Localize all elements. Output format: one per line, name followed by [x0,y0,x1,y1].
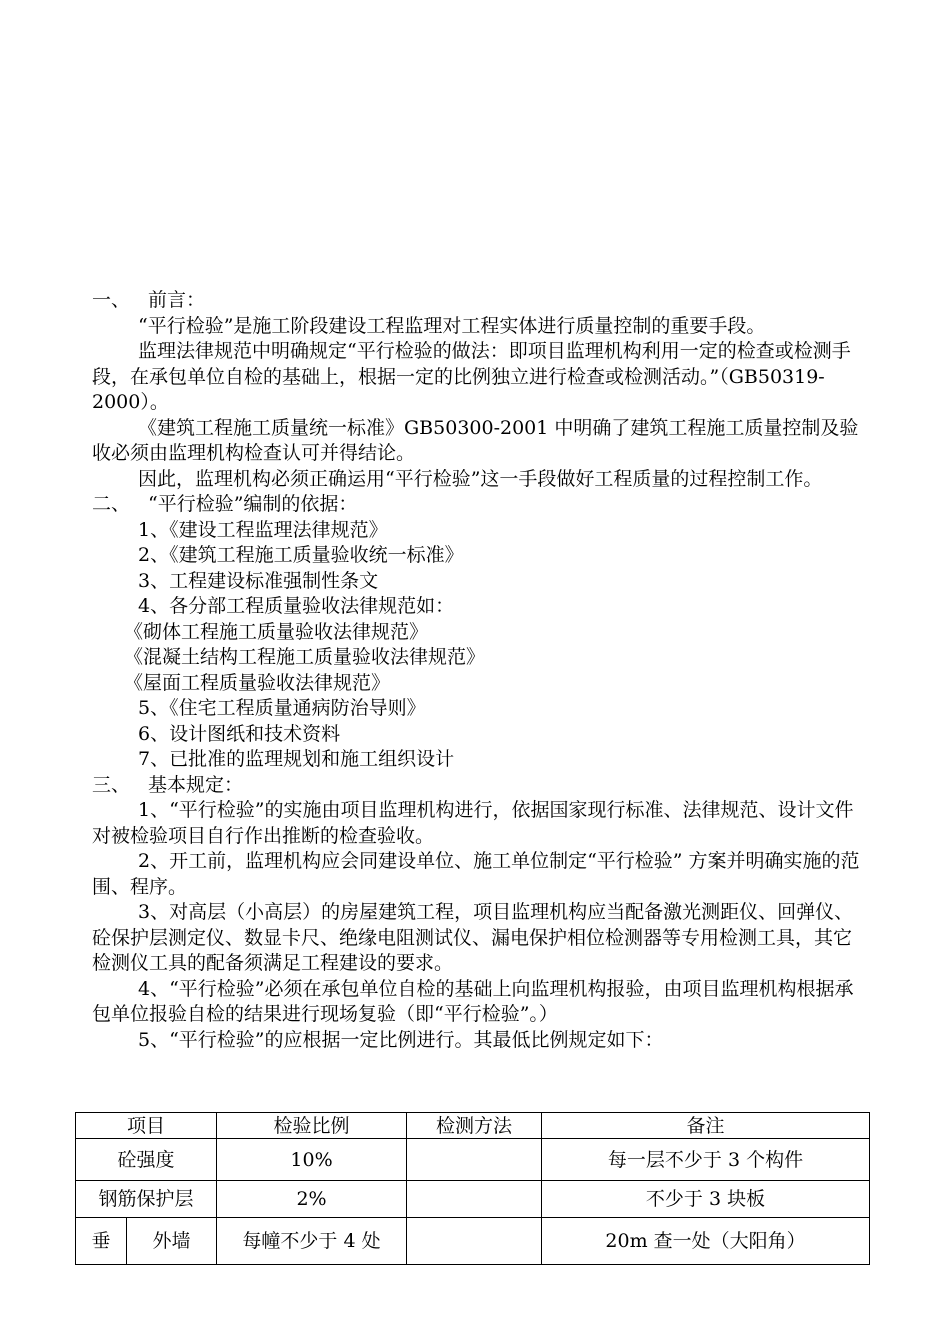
list-item: 5、《住宅工程质量通病防治导则》 [138,697,426,719]
rule-paragraph: 5、“平行检验”的应根据一定比例进行。其最低比例规定如下： [138,1028,664,1051]
table-cell: 2% [217,1181,407,1218]
table-cell: 10% [217,1139,407,1181]
section-heading-1 [92,288,862,314]
header-cell: 备注 [542,1113,870,1139]
section-number: 一、 [92,289,131,311]
section-title: 前言： [148,289,206,311]
paragraph: 《建筑工程施工质量统一标准》GB50300-2001 中明确了建筑工程施工质量控制及验收必须由监理机构检查认可并得结论。 [92,416,859,464]
section-title: 基本规定： [148,773,244,796]
table-cell: 20m 查一处（大阳角） [542,1218,870,1265]
table-row [76,1218,870,1265]
section-number: 二、 [92,493,131,515]
table-header-row [76,1113,870,1139]
list-item: 6、设计图纸和技术资料 [138,722,341,745]
section-heading-3 [92,773,862,799]
table-cell [407,1181,542,1218]
list-subitem: 《混凝土结构工程施工质量验收法律规范》 [124,646,486,668]
table-row [76,1181,870,1218]
table-cell [407,1218,542,1265]
table-cell: 钢筋保护层 [76,1181,217,1218]
list-item: 2、《建筑工程施工质量验收统一标准》 [138,544,464,566]
table-cell: 每一层不少于 3 个构件 [542,1139,870,1181]
rule-paragraph: 3、对高层（小高层）的房屋建筑工程，项目监理机构应当配备激光测距仪、回弹仪、砼保护层测定仪、数显卡尺、绝缘电阻测试仪、漏电保护相位检测器等专用检测工具，其它检测仪工具的配备须满足工程建设的要求。 [92,901,854,974]
table-cell: 每幢不少于 4 处 [217,1218,407,1265]
table-row [76,1139,870,1181]
paragraph: 监理法律规范中明确规定“平行检验的做法：即项目监理机构利用一定的检查或检测手段，在承包单位自检的基础上，根据一定的比例独立进行检查或检测活动。”（GB50319-2000）。 [92,340,851,413]
section-number: 三、 [92,773,131,796]
header-cell: 项目 [76,1113,217,1139]
inspection-ratio-table [75,1112,870,1265]
table-cell: 垂 [76,1218,127,1265]
rule-paragraph: 2、开工前，监理机构应会同建设单位、施工单位制定“平行检验” 方案并明确实施的范围、程序。 [92,850,860,898]
paragraph: 因此，监理机构必须正确运用“平行检验”这一手段做好工程质量的过程控制工作。 [138,467,823,490]
header-cell: 检验比例 [217,1113,407,1139]
table-cell: 砼强度 [76,1139,217,1181]
table-cell [407,1139,542,1181]
table-cell: 不少于 3 块板 [542,1181,870,1218]
list-subitem: 《砌体工程施工质量验收法律规范》 [124,620,429,643]
rule-paragraph: 4、“平行检验”必须在承包单位自检的基础上向监理机构报验，由项目监理机构根据承包单位报验自检的结果进行现场复验（即“平行检验”。） [92,977,854,1025]
section-title: “平行检验”编制的依据： [148,493,358,515]
table-cell: 外墙 [127,1218,217,1265]
paragraph: “平行检验”是施工阶段建设工程监理对工程实体进行质量控制的重要手段。 [138,314,766,337]
section-heading-2 [92,492,862,518]
list-item: 1、《建设工程监理法律规范》 [138,518,388,541]
list-item: 3、工程建设标准强制性条文 [138,569,379,592]
rule-paragraph: 1、“平行检验”的实施由项目监理机构进行，依据国家现行标准、法律规范、设计文件对被检验项目自行作出推断的检查验收。 [92,799,854,847]
document-body [92,288,862,1053]
list-subitem: 《屋面工程质量验收法律规范》 [124,671,391,694]
list-item: 4、各分部工程质量验收法律规范如： [138,595,455,617]
list-item: 7、已批准的监理规划和施工组织设计 [138,748,455,770]
header-cell: 检测方法 [407,1113,542,1139]
